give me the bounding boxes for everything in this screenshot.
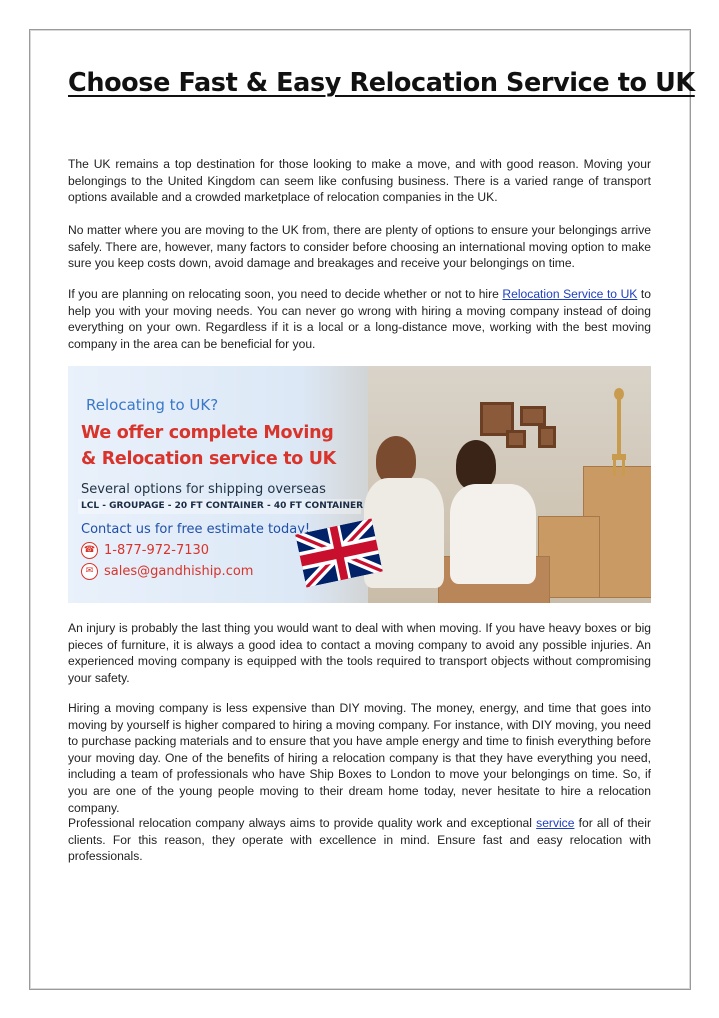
- paragraph-injury: An injury is probably the last thing you would want to deal with when moving. If you have heavy boxes or big pieces of furniture, it is always a good idea to contact a moving company to avoid any possible injuries. An experienced moving company is equipped with the tools required to transport objects without compromising your safety.: [68, 621, 651, 685]
- wall-picture: [520, 406, 546, 426]
- promo-banner-image: [68, 366, 651, 603]
- paragraph-cost: Hiring a moving company is less expensive than DIY moving. The money, energy, and time that goes into moving by yourself is higher compared to hiring a moving company. For instance, with DIY moving, you need to purchase packing materials and to ensure that you have ample energy and time to finish everything before your moving day. One of the benefits of hiring a relocation company is that they have everything you need, including a team of professionals who have Ship Boxes to London to move your belongings on time. So, if you are one of the young people moving to their dream home today, never hesitate to hire a relocation company.: [68, 701, 651, 815]
- banner-question: Relocating to UK?: [86, 396, 219, 414]
- banner-headline: [81, 420, 336, 472]
- banner-phone-row: [81, 542, 209, 559]
- relocation-service-link[interactable]: Relocation Service to UK: [502, 287, 638, 301]
- banner-contact: Contact us for free estimate today!: [81, 522, 311, 537]
- banner-phone: 1-877-972-7130: [104, 543, 210, 558]
- phone-icon: ☎: [81, 542, 98, 559]
- paragraph-text: to help you with your moving needs. You can never go wrong with hiring a moving company instead of doing everything on your own. Regardless if it is a local or a long-distance move, working with the best moving company in the area can be beneficial for you.: [68, 287, 651, 351]
- banner-email: sales@gandhiship.com: [104, 564, 254, 579]
- paragraph-options: No matter where you are moving to the UK from, there are plenty of options to ensure your belongings arrive safely. There are, however, many factors to consider before choosing an international moving option to make sure you keep costs down, avoid damage and breakages and receive your belongings on time.: [68, 223, 651, 271]
- giraffe-figure-icon: [608, 386, 630, 476]
- paragraph-professional: [68, 815, 651, 865]
- page-title: Choose Fast & Easy Relocation Service to UK: [68, 68, 695, 98]
- paragraph-intro: The UK remains a top destination for those looking to make a move, and with good reason. Moving your belongings to the United Kingdom can seem like confusing business. There is a varied range of transport options available and a crowded marketplace of relocation companies in the UK.: [68, 157, 651, 205]
- banner-headline-line-2: & Relocation service to UK: [81, 449, 336, 469]
- man-head: [376, 436, 416, 484]
- email-icon: ✉: [81, 563, 98, 580]
- woman-body: [450, 484, 536, 584]
- wall-picture: [538, 426, 556, 448]
- banner-email-row: [81, 563, 253, 580]
- paragraph-text: Professional relocation company always aims to provide quality work and exceptional: [68, 816, 537, 830]
- woman-head: [456, 440, 496, 490]
- banner-options: Several options for shipping overseas: [81, 482, 326, 497]
- banner-container-bar: LCL - GROUPAGE - 20 FT CONTAINER - 40 FT CONTAINER: [78, 499, 361, 514]
- paragraph-text: If you are planning on relocating soon, you need to decide whether or not to hire: [68, 287, 503, 301]
- banner-headline-line-1: We offer complete Moving: [81, 423, 334, 443]
- paragraph-planning: [68, 286, 651, 352]
- service-link[interactable]: service: [536, 816, 575, 830]
- paragraph-text: for all of their clients. For this reason, they operate with excellence in mind. Ensure fast and easy relocation with professionals.: [68, 816, 651, 864]
- wall-picture: [506, 430, 526, 448]
